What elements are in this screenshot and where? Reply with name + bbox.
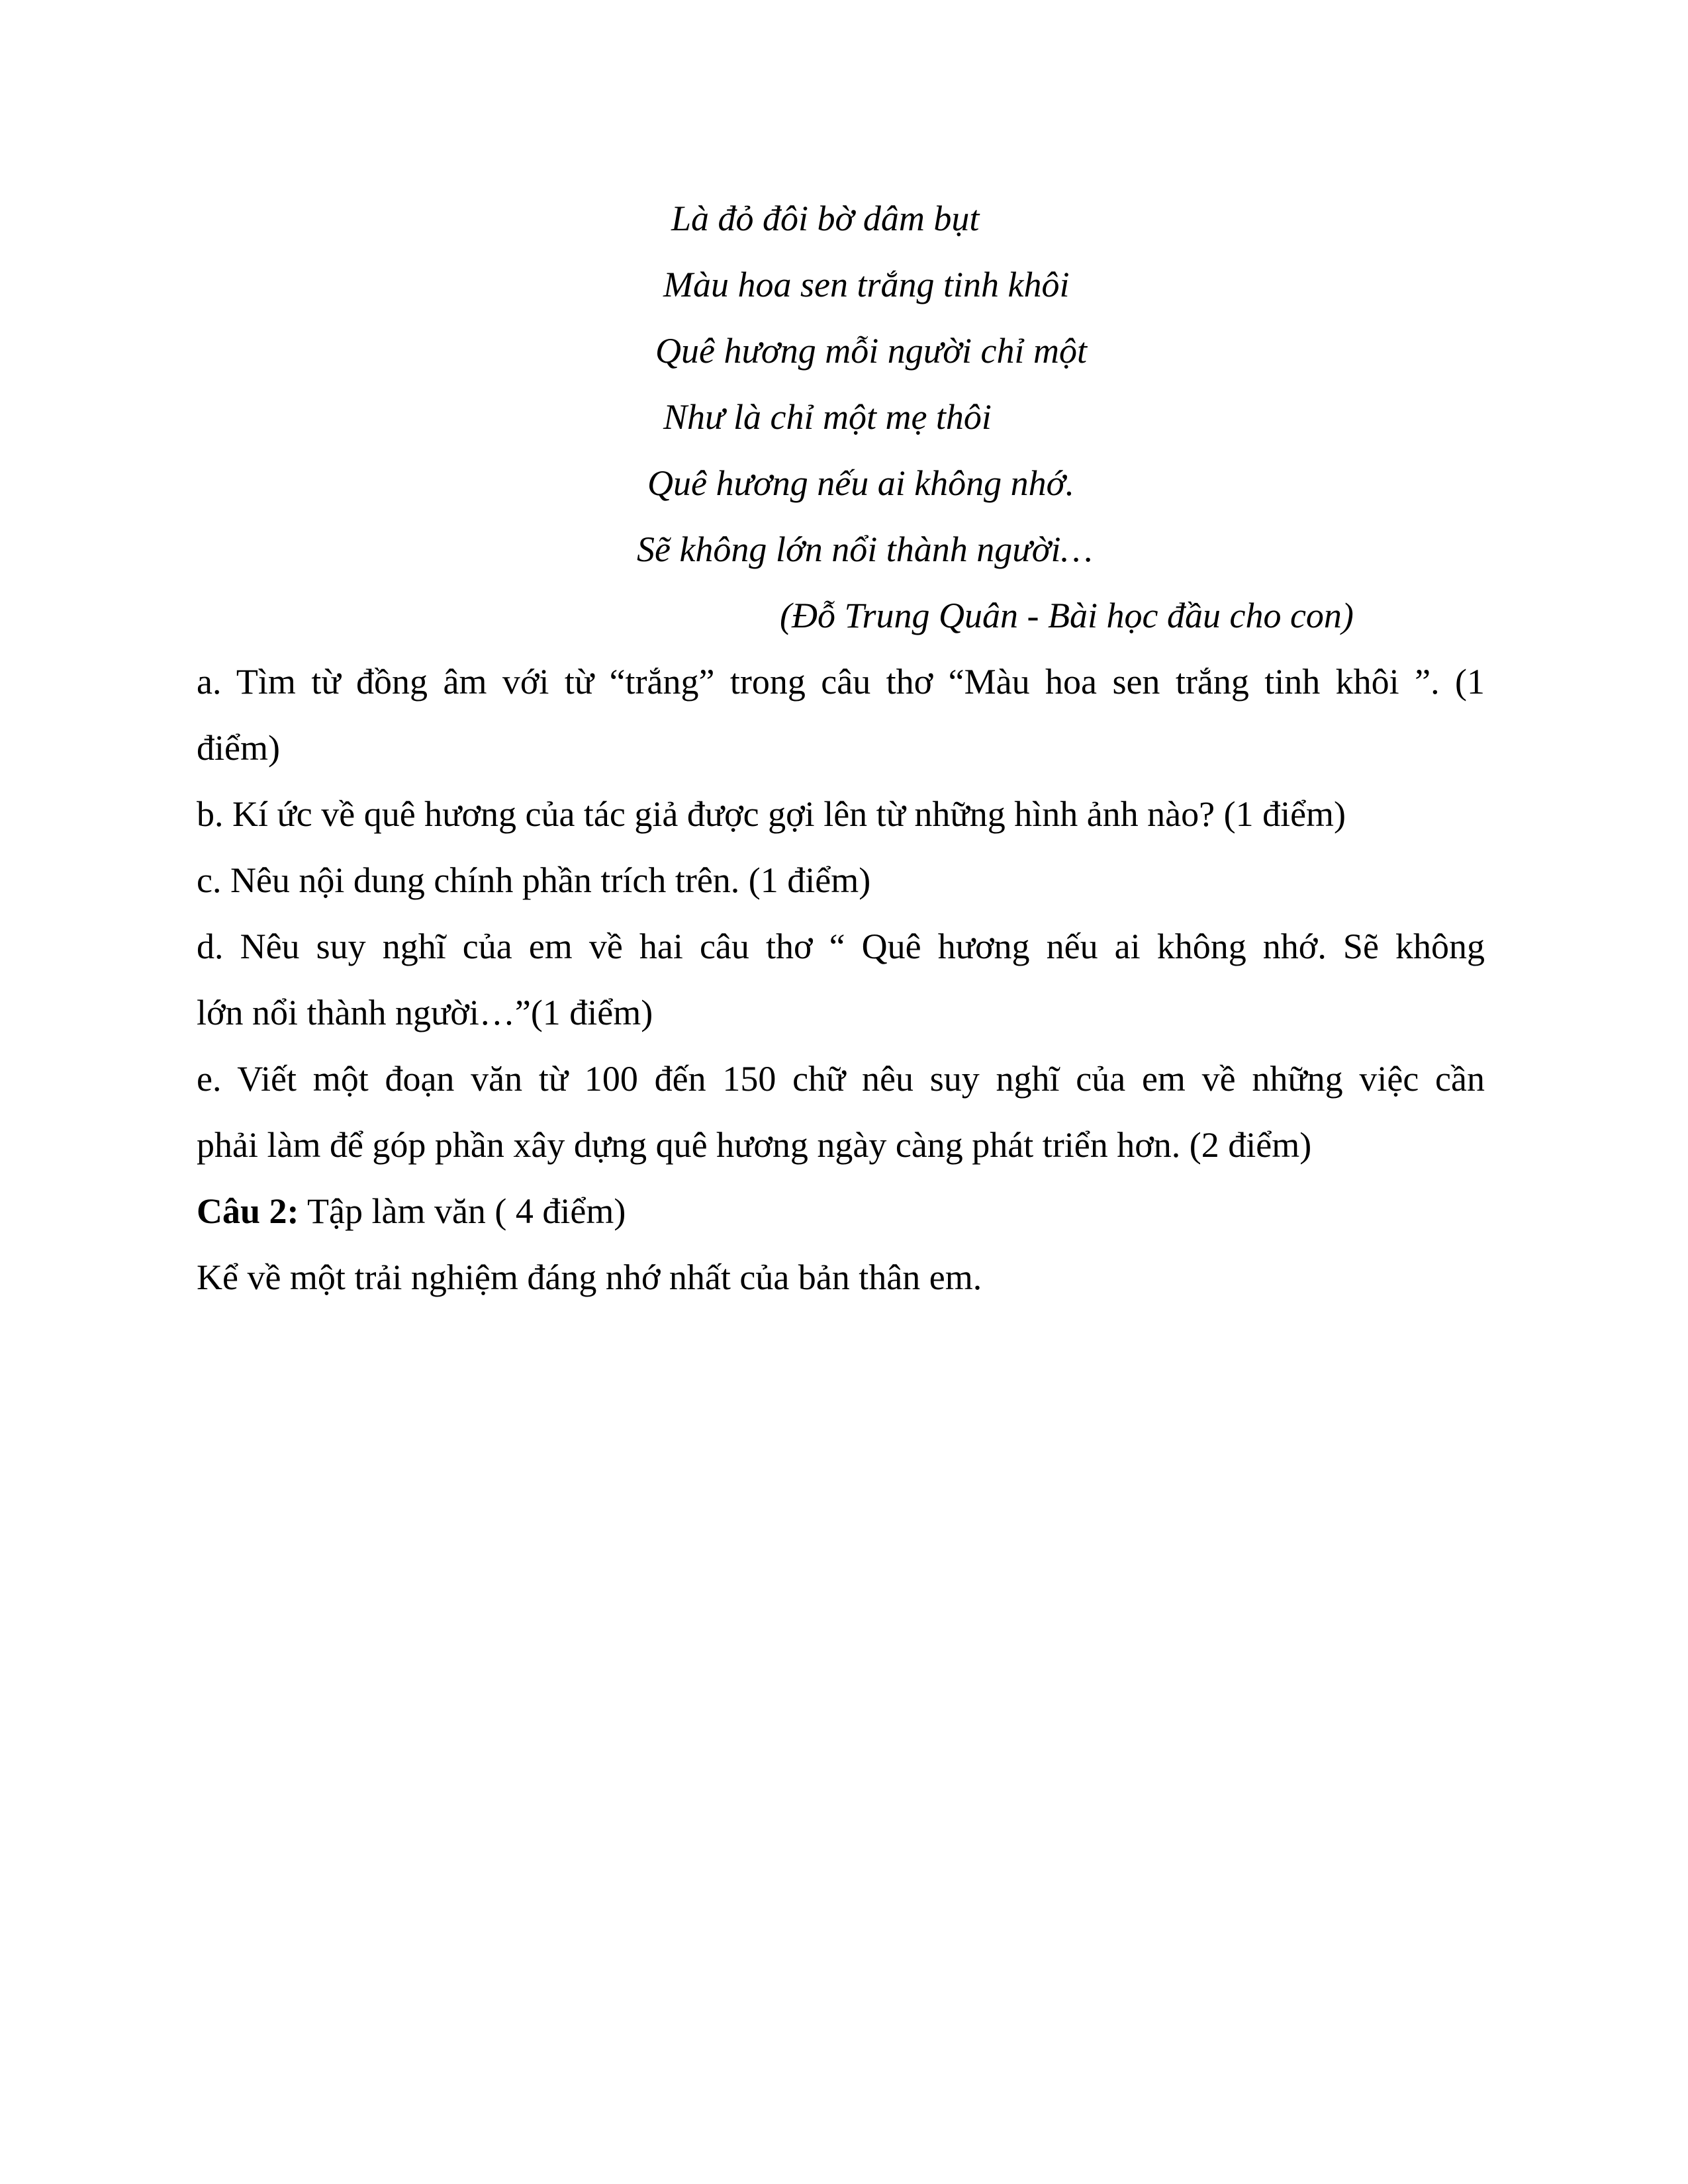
poem-line-6: Sẽ không lớn nổi thành người… xyxy=(637,529,1093,569)
cau2-heading xyxy=(197,1178,1485,1244)
question-a-line-1: a. Tìm từ đồng âm với từ “trắng” trong câu thơ “Màu hoa sen trắng tinh khôi ”. (1 xyxy=(197,662,1485,702)
question-a-line-2: điểm) xyxy=(197,728,280,768)
question-b: b. Kí ức về quê hương của tác giả được gợi lên từ những hình ảnh nào? (1 điểm) xyxy=(197,794,1346,834)
question-e-line-2: phải làm để góp phần xây dựng quê hương ngày càng phát triển hơn. (2 điểm) xyxy=(197,1125,1312,1165)
cau2-label: Câu 2: xyxy=(197,1191,299,1231)
poem-line-3: Quê hương mỗi người chỉ một xyxy=(655,331,1087,371)
question-d-line-2: lớn nổi thành người…”(1 điểm) xyxy=(197,993,653,1032)
question-e-line-1: e. Viết một đoạn văn từ 100 đến 150 chữ nêu suy nghĩ của em về những việc cần xyxy=(197,1059,1485,1099)
question-c: c. Nêu nội dung chính phần trích trên. (1 điểm) xyxy=(197,860,871,900)
cau2-prompt: Kể về một trải nghiệm đáng nhớ nhất của bản thân em. xyxy=(197,1257,982,1297)
poem-line-1: Là đỏ đôi bờ dâm bụt xyxy=(671,199,980,238)
poem-attribution: (Đỗ Trung Quân - Bài học đầu cho con) xyxy=(780,596,1354,635)
questions-block xyxy=(197,649,1485,1310)
poem-line-5: Quê hương nếu ai không nhớ. xyxy=(647,463,1074,503)
poem-line-2: Màu hoa sen trắng tinh khôi xyxy=(663,265,1070,304)
question-d-line-1: d. Nêu suy nghĩ của em về hai câu thơ “ Quê hương nếu ai không nhớ. Sẽ không xyxy=(197,927,1485,966)
poem-line-4: Như là chỉ một mẹ thôi xyxy=(663,397,992,437)
cau2-title: Tập làm văn ( 4 điểm) xyxy=(299,1191,626,1231)
